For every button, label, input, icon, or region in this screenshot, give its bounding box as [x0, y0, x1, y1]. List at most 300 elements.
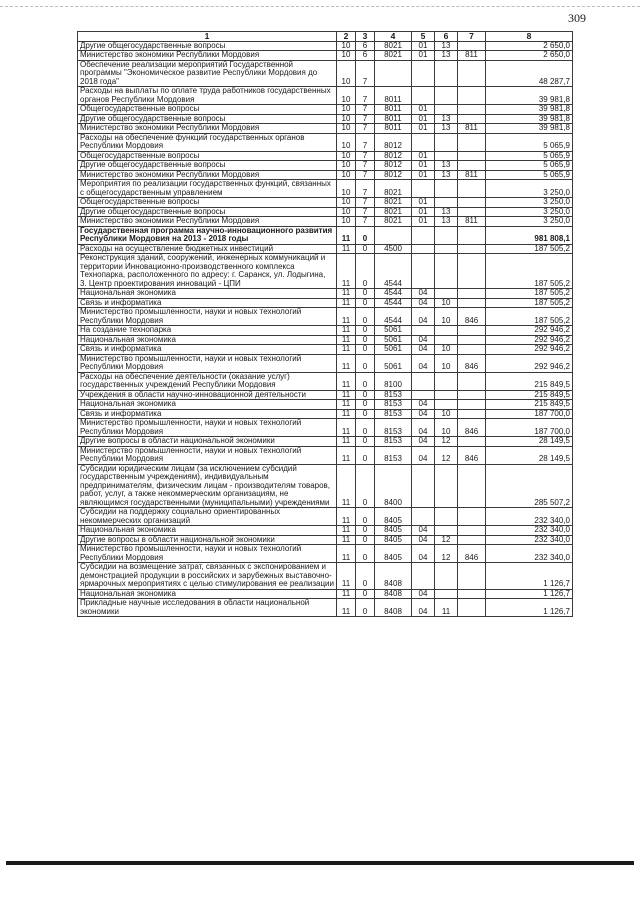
subsection-code-cell: [435, 563, 458, 590]
row-name-cell: Национальная экономика: [78, 289, 337, 299]
ministry-code-cell: [458, 335, 486, 345]
target-code-cell: 8021: [375, 198, 412, 208]
row-name-cell: Связь и информатика: [78, 298, 337, 308]
column-header: 7: [458, 32, 486, 42]
ministry-code-cell: [458, 289, 486, 299]
row-name-cell: Связь и информатика: [78, 409, 337, 419]
column-header: 6: [435, 32, 458, 42]
row-name-cell: Другие вопросы в области национальной экономики: [78, 535, 337, 545]
bottom-scan-rule: [6, 861, 634, 865]
row-name-cell: Другие общегосударственные вопросы: [78, 207, 337, 217]
program-code-cell: 10: [337, 207, 356, 217]
program-code-cell: 10: [337, 198, 356, 208]
ministry-code-cell: [458, 535, 486, 545]
table-row: [78, 198, 573, 208]
subprogram-code-cell: 0: [356, 289, 375, 299]
section-code-cell: [412, 326, 435, 336]
subprogram-code-cell: 0: [356, 372, 375, 390]
ministry-code-cell: 846: [458, 446, 486, 464]
section-code-cell: 01: [412, 161, 435, 171]
target-code-cell: 8405: [375, 545, 412, 563]
section-code-cell: [412, 87, 435, 105]
subprogram-code-cell: 0: [356, 526, 375, 536]
subsection-code-cell: 13: [435, 170, 458, 180]
table-row: [78, 345, 573, 355]
section-code-cell: [412, 133, 435, 151]
table-row: [78, 87, 573, 105]
section-code-cell: 04: [412, 419, 435, 437]
subprogram-code-cell: 7: [356, 170, 375, 180]
ministry-code-cell: 846: [458, 308, 486, 326]
subprogram-code-cell: 0: [356, 354, 375, 372]
section-code-cell: 04: [412, 335, 435, 345]
program-code-cell: 11: [337, 372, 356, 390]
target-code-cell: 8408: [375, 599, 412, 617]
subsection-code-cell: [435, 254, 458, 289]
row-name-cell: Расходы на обеспечение функций государственных органов Республики Мордовия: [78, 133, 337, 151]
subprogram-code-cell: 0: [356, 599, 375, 617]
section-code-cell: 01: [412, 207, 435, 217]
amount-cell: 232 340,0: [486, 526, 573, 536]
program-code-cell: 11: [337, 589, 356, 599]
ministry-code-cell: 811: [458, 51, 486, 61]
subsection-code-cell: [435, 390, 458, 400]
program-code-cell: 11: [337, 390, 356, 400]
subprogram-code-cell: 0: [356, 419, 375, 437]
program-code-cell: 11: [337, 409, 356, 419]
section-code-cell: 04: [412, 298, 435, 308]
row-name-cell: Связь и информатика: [78, 345, 337, 355]
subsection-code-cell: 13: [435, 114, 458, 124]
subsection-code-cell: 10: [435, 345, 458, 355]
program-code-cell: 10: [337, 161, 356, 171]
subprogram-code-cell: 7: [356, 124, 375, 134]
row-name-cell: Министерство промышленности, науки и новых технологий Республики Мордовия: [78, 419, 337, 437]
row-name-cell: Реконструкция зданий, сооружений, инженерных коммуникаций и территории Инновационно-производственного комплекса Технопарка, расположенного по адресу: г. Саранск, ул. Лодыгина, 3. Центр проектирования инноваций - ЦПИ: [78, 254, 337, 289]
target-code-cell: 8153: [375, 390, 412, 400]
subprogram-code-cell: 0: [356, 308, 375, 326]
table-row: [78, 545, 573, 563]
target-code-cell: 8012: [375, 161, 412, 171]
table-row: [78, 60, 573, 87]
row-name-cell: Общегосударственные вопросы: [78, 105, 337, 115]
subprogram-code-cell: 7: [356, 60, 375, 87]
table-row: [78, 298, 573, 308]
target-code-cell: 8153: [375, 409, 412, 419]
amount-cell: 1 126,7: [486, 599, 573, 617]
table-row: [78, 372, 573, 390]
amount-cell: 28 149,5: [486, 437, 573, 447]
row-name-cell: Министерство промышленности, науки и новых технологий Республики Мордовия: [78, 354, 337, 372]
subprogram-code-cell: 7: [356, 151, 375, 161]
ministry-code-cell: 811: [458, 217, 486, 227]
header-row: [78, 32, 573, 42]
amount-cell: 3 250,0: [486, 217, 573, 227]
section-code-cell: 04: [412, 354, 435, 372]
program-code-cell: 10: [337, 60, 356, 87]
table-row: [78, 599, 573, 617]
row-name-cell: Субсидии юридическим лицам (за исключением субсидий государственным учреждениям), индивидуальным предпринимателям, физическим лицам - производителям товаров, работ, услуг, а также некоммерческим организациям, не являющимся государственными (муниципальными) учреждениями: [78, 464, 337, 508]
program-code-cell: 11: [337, 326, 356, 336]
subsection-code-cell: [435, 87, 458, 105]
section-code-cell: 04: [412, 308, 435, 326]
section-code-cell: [412, 60, 435, 87]
ministry-code-cell: 846: [458, 545, 486, 563]
section-code-cell: 04: [412, 545, 435, 563]
program-code-cell: 10: [337, 87, 356, 105]
table-row: [78, 41, 573, 51]
target-code-cell: 8012: [375, 170, 412, 180]
amount-cell: 187 505,2: [486, 244, 573, 254]
subsection-code-cell: 10: [435, 419, 458, 437]
amount-cell: 215 849,5: [486, 390, 573, 400]
ministry-code-cell: [458, 207, 486, 217]
ministry-code-cell: [458, 226, 486, 244]
subsection-code-cell: [435, 60, 458, 87]
row-name-cell: Государственная программа научно-инновационного развития Республики Мордовия на 2013 - 2018 годы: [78, 226, 337, 244]
amount-cell: 187 700,0: [486, 419, 573, 437]
subprogram-code-cell: 7: [356, 217, 375, 227]
column-header: 4: [375, 32, 412, 42]
subprogram-code-cell: 6: [356, 41, 375, 51]
column-header: 8: [486, 32, 573, 42]
ministry-code-cell: [458, 589, 486, 599]
table-row: [78, 217, 573, 227]
amount-cell: 292 946,2: [486, 326, 573, 336]
program-code-cell: 11: [337, 437, 356, 447]
amount-cell: 5 065,9: [486, 170, 573, 180]
program-code-cell: 10: [337, 151, 356, 161]
ministry-code-cell: [458, 41, 486, 51]
section-code-cell: 01: [412, 114, 435, 124]
target-code-cell: 8021: [375, 217, 412, 227]
row-name-cell: Общегосударственные вопросы: [78, 151, 337, 161]
ministry-code-cell: [458, 161, 486, 171]
ministry-code-cell: [458, 298, 486, 308]
subsection-code-cell: [435, 372, 458, 390]
subsection-code-cell: [435, 198, 458, 208]
target-code-cell: 8012: [375, 133, 412, 151]
amount-cell: 48 287,7: [486, 60, 573, 87]
row-name-cell: Национальная экономика: [78, 589, 337, 599]
target-code-cell: 8012: [375, 151, 412, 161]
subsection-code-cell: 13: [435, 161, 458, 171]
section-code-cell: [412, 226, 435, 244]
section-code-cell: [412, 244, 435, 254]
amount-cell: 3 250,0: [486, 180, 573, 198]
table-row: [78, 508, 573, 526]
target-code-cell: 4544: [375, 254, 412, 289]
target-code-cell: 8011: [375, 105, 412, 115]
row-name-cell: Министерство промышленности, науки и новых технологий Республики Мордовия: [78, 446, 337, 464]
amount-cell: 39 981,8: [486, 124, 573, 134]
section-code-cell: 04: [412, 599, 435, 617]
ministry-code-cell: [458, 345, 486, 355]
program-code-cell: 10: [337, 41, 356, 51]
program-code-cell: 11: [337, 545, 356, 563]
section-code-cell: 01: [412, 105, 435, 115]
ministry-code-cell: [458, 437, 486, 447]
amount-cell: 5 065,9: [486, 151, 573, 161]
subprogram-code-cell: 0: [356, 508, 375, 526]
table-row: [78, 390, 573, 400]
ministry-code-cell: [458, 244, 486, 254]
subsection-code-cell: 13: [435, 51, 458, 61]
program-code-cell: 10: [337, 105, 356, 115]
program-code-cell: 10: [337, 170, 356, 180]
program-code-cell: 11: [337, 226, 356, 244]
ministry-code-cell: [458, 133, 486, 151]
section-code-cell: [412, 464, 435, 508]
section-code-cell: 04: [412, 437, 435, 447]
section-code-cell: [412, 390, 435, 400]
subsection-code-cell: 13: [435, 41, 458, 51]
row-name-cell: Общегосударственные вопросы: [78, 198, 337, 208]
ministry-code-cell: [458, 409, 486, 419]
section-code-cell: 04: [412, 589, 435, 599]
subsection-code-cell: [435, 289, 458, 299]
section-code-cell: 01: [412, 151, 435, 161]
table-row: [78, 180, 573, 198]
subprogram-code-cell: 7: [356, 161, 375, 171]
subprogram-code-cell: 0: [356, 244, 375, 254]
subprogram-code-cell: 0: [356, 535, 375, 545]
subprogram-code-cell: 7: [356, 133, 375, 151]
subsection-code-cell: [435, 226, 458, 244]
amount-cell: 187 505,2: [486, 289, 573, 299]
subsection-code-cell: [435, 326, 458, 336]
program-code-cell: 11: [337, 335, 356, 345]
target-code-cell: 8153: [375, 437, 412, 447]
program-code-cell: 10: [337, 217, 356, 227]
amount-cell: 215 849,5: [486, 372, 573, 390]
subsection-code-cell: 13: [435, 217, 458, 227]
table-row: [78, 354, 573, 372]
table-row: [78, 589, 573, 599]
table-row: [78, 254, 573, 289]
table-row: [78, 244, 573, 254]
subprogram-code-cell: 6: [356, 51, 375, 61]
subprogram-code-cell: 7: [356, 207, 375, 217]
target-code-cell: 8153: [375, 446, 412, 464]
section-code-cell: 01: [412, 41, 435, 51]
program-code-cell: 11: [337, 298, 356, 308]
program-code-cell: 11: [337, 526, 356, 536]
target-code-cell: 4544: [375, 308, 412, 326]
table-row: [78, 170, 573, 180]
table-row: [78, 446, 573, 464]
section-code-cell: 04: [412, 446, 435, 464]
section-code-cell: 01: [412, 124, 435, 134]
amount-cell: 39 981,8: [486, 87, 573, 105]
subsection-code-cell: 13: [435, 124, 458, 134]
target-code-cell: 4500: [375, 244, 412, 254]
program-code-cell: 11: [337, 599, 356, 617]
amount-cell: 187 505,2: [486, 308, 573, 326]
subprogram-code-cell: 0: [356, 326, 375, 336]
target-code-cell: 4544: [375, 289, 412, 299]
column-header: 5: [412, 32, 435, 42]
ministry-code-cell: [458, 464, 486, 508]
ministry-code-cell: [458, 390, 486, 400]
table-row: [78, 105, 573, 115]
table-row: [78, 151, 573, 161]
program-code-cell: 11: [337, 535, 356, 545]
row-name-cell: Министерство экономики Республики Мордовия: [78, 51, 337, 61]
target-code-cell: 8408: [375, 563, 412, 590]
section-code-cell: [412, 180, 435, 198]
table-row: [78, 335, 573, 345]
subprogram-code-cell: 0: [356, 545, 375, 563]
row-name-cell: Министерство промышленности, науки и новых технологий Республики Мордовия: [78, 545, 337, 563]
column-header: 1: [78, 32, 337, 42]
row-name-cell: Министерство экономики Республики Мордовия: [78, 124, 337, 134]
subsection-code-cell: [435, 335, 458, 345]
subprogram-code-cell: 0: [356, 409, 375, 419]
target-code-cell: 8011: [375, 124, 412, 134]
table-row: [78, 464, 573, 508]
section-code-cell: 04: [412, 289, 435, 299]
subprogram-code-cell: 7: [356, 105, 375, 115]
ministry-code-cell: [458, 114, 486, 124]
table-row: [78, 133, 573, 151]
amount-cell: 28 149,5: [486, 446, 573, 464]
column-header: 2: [337, 32, 356, 42]
row-name-cell: Расходы на осуществление бюджетных инвестиций: [78, 244, 337, 254]
subprogram-code-cell: 0: [356, 335, 375, 345]
amount-cell: 1 126,7: [486, 563, 573, 590]
ministry-code-cell: [458, 508, 486, 526]
subsection-code-cell: [435, 400, 458, 410]
target-code-cell: 5061: [375, 345, 412, 355]
table-row: [78, 326, 573, 336]
target-code-cell: 8405: [375, 535, 412, 545]
table-body: [78, 32, 573, 617]
target-code-cell: 8011: [375, 87, 412, 105]
row-name-cell: Прикладные научные исследования в области национальной экономики: [78, 599, 337, 617]
section-code-cell: 01: [412, 170, 435, 180]
subprogram-code-cell: 0: [356, 390, 375, 400]
subprogram-code-cell: 0: [356, 589, 375, 599]
program-code-cell: 11: [337, 400, 356, 410]
ministry-code-cell: 846: [458, 419, 486, 437]
subsection-code-cell: [435, 133, 458, 151]
program-code-cell: 10: [337, 133, 356, 151]
target-code-cell: 4544: [375, 298, 412, 308]
amount-cell: 232 340,0: [486, 508, 573, 526]
amount-cell: 232 340,0: [486, 535, 573, 545]
row-name-cell: Национальная экономика: [78, 526, 337, 536]
ministry-code-cell: 846: [458, 354, 486, 372]
target-code-cell: 8405: [375, 508, 412, 526]
subsection-code-cell: 13: [435, 207, 458, 217]
table-row: [78, 308, 573, 326]
program-code-cell: 10: [337, 51, 356, 61]
ministry-code-cell: 811: [458, 170, 486, 180]
ministry-code-cell: [458, 87, 486, 105]
amount-cell: 215 849,5: [486, 400, 573, 410]
row-name-cell: Расходы на выплаты по оплате труда работников государственных органов Республики Мордовия: [78, 87, 337, 105]
column-header: 3: [356, 32, 375, 42]
program-code-cell: 10: [337, 180, 356, 198]
subprogram-code-cell: 7: [356, 180, 375, 198]
row-name-cell: Другие общегосударственные вопросы: [78, 114, 337, 124]
section-code-cell: 04: [412, 535, 435, 545]
row-name-cell: Национальная экономика: [78, 335, 337, 345]
table-row: [78, 124, 573, 134]
section-code-cell: [412, 508, 435, 526]
subsection-code-cell: 10: [435, 409, 458, 419]
ministry-code-cell: [458, 254, 486, 289]
row-name-cell: Министерство промышленности, науки и новых технологий Республики Мордовия: [78, 308, 337, 326]
subprogram-code-cell: 7: [356, 114, 375, 124]
table-row: [78, 409, 573, 419]
target-code-cell: 8011: [375, 114, 412, 124]
target-code-cell: 8153: [375, 419, 412, 437]
target-code-cell: 8021: [375, 180, 412, 198]
table-row: [78, 563, 573, 590]
target-code-cell: 5061: [375, 335, 412, 345]
subprogram-code-cell: 0: [356, 226, 375, 244]
ministry-code-cell: [458, 526, 486, 536]
table-row: [78, 437, 573, 447]
section-code-cell: 01: [412, 198, 435, 208]
subprogram-code-cell: 7: [356, 87, 375, 105]
row-name-cell: Субсидии на возмещение затрат, связанных с экспонированием и демонстрацией продукции в российских и зарубежных выставочно-ярмарочных мероприятиях с целью стимулирования ее реализации: [78, 563, 337, 590]
amount-cell: 39 981,8: [486, 114, 573, 124]
amount-cell: 3 250,0: [486, 207, 573, 217]
section-code-cell: 04: [412, 409, 435, 419]
subsection-code-cell: 10: [435, 298, 458, 308]
target-code-cell: 8100: [375, 372, 412, 390]
subsection-code-cell: [435, 151, 458, 161]
subsection-code-cell: 12: [435, 437, 458, 447]
subsection-code-cell: 10: [435, 354, 458, 372]
amount-cell: 187 505,2: [486, 298, 573, 308]
table-row: [78, 51, 573, 61]
row-name-cell: Другие вопросы в области национальной экономики: [78, 437, 337, 447]
section-code-cell: [412, 563, 435, 590]
amount-cell: 285 507,2: [486, 464, 573, 508]
amount-cell: 2 650,0: [486, 41, 573, 51]
program-code-cell: 10: [337, 124, 356, 134]
program-code-cell: 11: [337, 289, 356, 299]
program-code-cell: 10: [337, 114, 356, 124]
target-code-cell: 5061: [375, 354, 412, 372]
section-code-cell: 04: [412, 345, 435, 355]
table-row: [78, 161, 573, 171]
program-code-cell: 11: [337, 345, 356, 355]
subsection-code-cell: 12: [435, 535, 458, 545]
ministry-code-cell: [458, 60, 486, 87]
table-row: [78, 400, 573, 410]
subsection-code-cell: [435, 464, 458, 508]
target-code-cell: 8153: [375, 400, 412, 410]
row-name-cell: Субсидии на поддержку социально ориентированных некоммерческих организаций: [78, 508, 337, 526]
target-code-cell: 8021: [375, 207, 412, 217]
amount-cell: 3 250,0: [486, 198, 573, 208]
section-code-cell: [412, 254, 435, 289]
subsection-code-cell: [435, 105, 458, 115]
section-code-cell: 01: [412, 51, 435, 61]
ministry-code-cell: [458, 400, 486, 410]
table-row: [78, 226, 573, 244]
target-code-cell: 8408: [375, 589, 412, 599]
ministry-code-cell: [458, 198, 486, 208]
row-name-cell: Министерство экономики Республики Мордовия: [78, 170, 337, 180]
section-code-cell: 04: [412, 400, 435, 410]
amount-cell: 39 981,8: [486, 105, 573, 115]
